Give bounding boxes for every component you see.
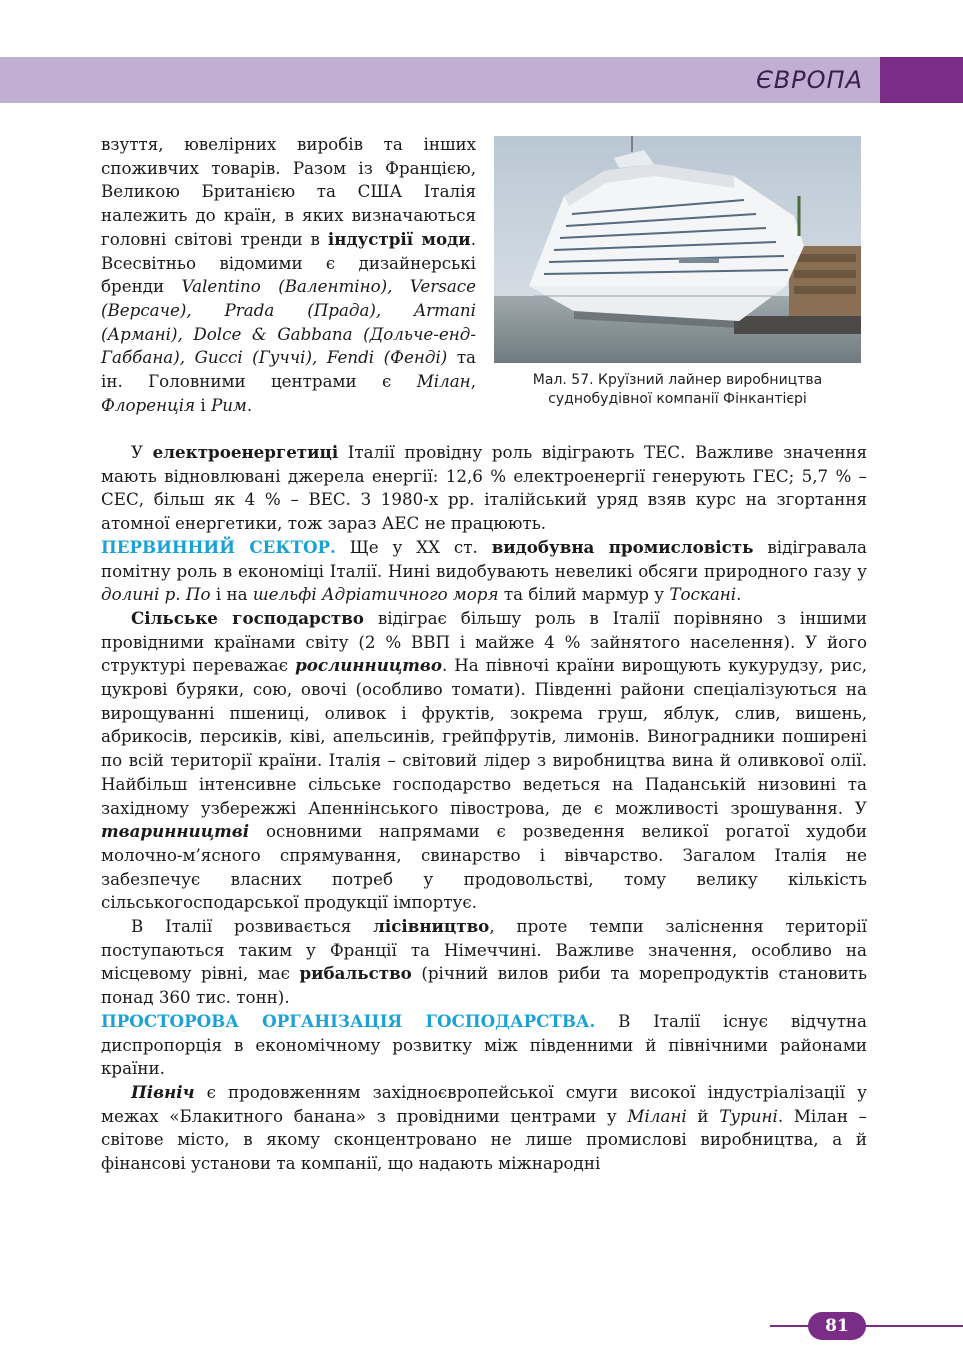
main-text [101,441,867,1176]
text-run: . Всесвітньо відомими є дизайнерські бренди [101,228,476,297]
city-turin: Турині [719,1105,778,1126]
city-milan: Мілані [627,1105,687,1126]
paragraph-fashion [101,133,476,417]
term-mining: видобувна промисловість [491,536,754,557]
text-run: , [470,371,476,392]
term-livestock: тваринництві [101,821,250,842]
paragraph-north [101,1081,867,1176]
photo-caption [494,371,861,409]
text-run: відіграє більшу роль в Італії порівняно з іншими провідними країнами світу (2 % ВВП і майже 4 % зайнятого населення). У його структурі переважає [101,607,867,676]
text-run: та білий мармур у [498,584,670,605]
term-forestry: лісівництво [373,916,490,937]
text-run: . Мілан – світове місто, в якому сконцентровано не лише промислові виробництва, а й фінансові установи та компанії, що надають міжнародні [101,1105,867,1174]
text-run: Ще у XX ст. [335,536,492,557]
section-title: ЄВРОПА [755,66,863,94]
place-adriatic-shelf: шельфі Адріатичного моря [252,584,499,605]
text-run: . На півночі країни вирощують кукурудзу, рис, цукрові буряки, сою, овочі (особливо томати). Південні райони спеціалізуються на вирощуванні пшениці, оливок і фруктів, зокрема груш, яблук, слив, вишень, абрикосів, персиків, ківі, апельсинів, грейпфрутів, лимонів. Виноградники поширені по всій території країни. Італія – світовий лідер з виробництва вина й оливкової олії. Найбільш інтенсивне сільське господарство ведеться на Паданській низовині та західному узбережжі Апеннінського півострова, де є можливості зрошування. У [101,655,868,818]
term-agriculture: Сільське господарство [131,607,364,628]
term-fashion-industry: індустрії моди [327,228,471,249]
text-run: В Італії існує відчутна диспропорція в економічному розвитку між південними й північними районами країни. [101,1010,867,1079]
intro-column [101,133,476,417]
paragraph-primary-sector [101,536,867,607]
page-number: 81 [808,1312,866,1340]
cruise-ship-photo [494,136,861,363]
brand-list: Valentino (Валентіно), Versace (Версаче), Prada (Прада), Armani (Армані), Dolce & Gabbana (Дольче-енд-Габбана), Gucci (Гуччі), Fendi (Фенді) [101,276,476,368]
footer-rule [770,1325,963,1327]
paragraph-forestry-fishing [101,915,867,1010]
text-run: . [246,394,253,415]
text-run: й [686,1105,720,1126]
paragraph-energy [101,441,867,536]
header-tab [880,57,963,103]
place-po-valley: долині р. По [101,584,211,605]
section-heading-spatial: ПРОСТОРОВА ОРГАНІЗАЦІЯ ГОСПОДАРСТВА. [101,1010,596,1031]
caption-line: суднобудівної компанії Фінкантієрі [548,391,807,407]
caption-line: Мал. 57. Круїзний лайнер виробництва [532,372,823,388]
text-run: відігравала помітну роль в економіці Італії. Нині видобувають невеликі обсяги природного газу у [101,536,867,581]
city-milan: Мілан [416,371,471,392]
city-rome: Рим [211,394,247,415]
text-run: (річний вилов риби та морепродуктів становить понад 360 тис. тонн). [101,963,867,1008]
section-heading-primary: ПЕРВИННИЙ СЕКТОР. [101,536,336,557]
text-run: В Італії розвивається [131,916,374,937]
text-run: і на [210,584,253,605]
text-run: взуття, ювелірних виробів та інших споживчих товарів. Разом із Францією, Великою Британією та США Італія належить до країн, в яких визначаються головні світові тренди в [101,134,476,249]
city-florence: Флоренція [101,394,196,415]
term-north: Північ [131,1081,195,1102]
paragraph-agriculture [101,607,867,915]
text-run: і [195,394,212,415]
text-run: є продовженням західноєвропейської смуги високої індустріалізації у межах «Блакитного банана» з провідними центрами у [101,1081,867,1126]
text-run: , проте темпи заліснення території поступаються таким у Франції та Німеччині. Важливе значення, особливо на місцевому рівні, має [101,916,868,984]
text-run: та ін. Головними центрами є [101,347,476,392]
paragraph-spatial-organization [101,1010,867,1081]
term-fishing: рибальство [299,963,412,984]
term-crop-farming: рослинництво [295,655,442,676]
place-tuscany: Тоскані [669,584,737,605]
text-run: У [131,442,153,462]
text-run: основними напрямами є розведення великої рогатої худоби молочно-м’ясного спрямування, свинарство і вівчарство. Загалом Італія не забезпечує власних потреб у продовольстві, тому велику кількість сільськогосподарської продукції імпортує. [101,821,867,913]
term-electricity: електроенергетиці [152,442,339,462]
text-run: Італії провідну роль відіграють ТЕС. Важливе значення мають відновлювані джерела енергії: 12,6 % електроенергії генерують ГЕС; 5,7 % – СЕС, більш як 4 % – ВЕС. З 1980-х рр. італійський уряд взяв курс на згортання атомної енергетики, тож зараз АЕС не працюють. [101,442,867,534]
text-run: . [736,584,742,605]
